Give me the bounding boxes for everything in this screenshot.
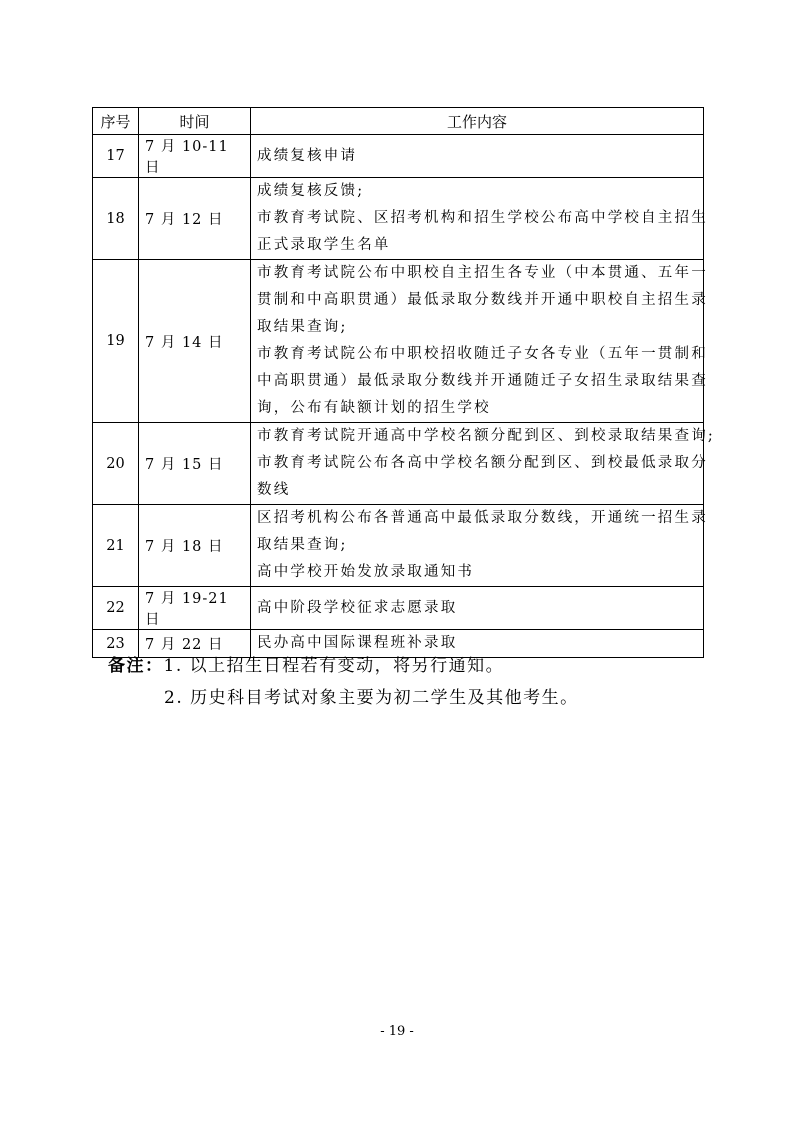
content-line: 数线	[257, 482, 291, 498]
content-line: 正式录取学生名单	[257, 237, 391, 253]
schedule-table	[92, 107, 715, 658]
note-text: 2. 历史科目考试对象主要为初二学生及其他考生。	[164, 688, 579, 708]
content-line: 市教育考试院公布各高中学校名额分配到区、到校最低录取分	[257, 455, 708, 471]
row-no: 23	[93, 630, 139, 658]
note-item-2	[108, 682, 579, 714]
content-line: 贯制和中高职贯通）最低录取分数线并开通中职校自主招生录	[257, 292, 708, 308]
page-number: - 19 -	[380, 1024, 414, 1039]
table-row	[93, 178, 704, 260]
row-content	[251, 505, 708, 587]
row-no: 22	[93, 587, 139, 630]
row-no: 21	[93, 505, 139, 587]
content-line: 成绩复核反馈;	[257, 183, 365, 199]
header-time: 时间	[139, 108, 251, 135]
content-line: 市教育考试院开通高中学校名额分配到区、到校录取结果查询;	[257, 428, 715, 444]
content-line: 市教育考试院公布中职校自主招生各专业（中本贯通、五年一	[257, 265, 708, 281]
table-row	[93, 505, 704, 587]
row-content	[251, 587, 704, 630]
row-time: 7 月 18 日	[139, 505, 251, 587]
row-content	[251, 135, 704, 178]
table-row	[93, 587, 704, 630]
content-line: 区招考机构公布各普通高中最低录取分数线，开通统一招生录	[257, 510, 708, 526]
content-line: 取结果查询;	[257, 537, 348, 553]
table-header-row	[93, 108, 704, 135]
note-item-1	[108, 650, 579, 682]
content-line: 高中阶段学校征求志愿录取	[257, 599, 458, 616]
content-line: 市教育考试院公布中职校招收随迁子女各专业（五年一贯制和	[257, 346, 708, 362]
row-no: 18	[93, 178, 139, 260]
row-time: 7 月 14 日	[139, 260, 251, 423]
content-line: 成绩复核申请	[257, 147, 358, 164]
table-row	[93, 135, 704, 178]
table-row	[93, 260, 704, 423]
row-no: 20	[93, 423, 139, 505]
row-time: 7 月 22 日	[139, 630, 251, 658]
header-no: 序号	[93, 108, 139, 135]
row-no: 19	[93, 260, 139, 423]
content-line: 取结果查询;	[257, 319, 348, 335]
content-line: 询，公布有缺额计划的招生学校	[257, 400, 491, 416]
row-content	[251, 423, 715, 505]
notes-section	[108, 650, 579, 714]
table-row	[93, 423, 704, 505]
content-line: 市教育考试院、区招考机构和招生学校公布高中学校自主招生	[257, 210, 708, 226]
note-text: 1. 以上招生日程若有变动，将另行通知。	[163, 656, 505, 676]
row-no: 17	[93, 135, 139, 178]
header-content: 工作内容	[251, 108, 704, 135]
row-time: 7 月 10-11 日	[139, 135, 251, 178]
row-time: 7 月 12 日	[139, 178, 251, 260]
row-content	[251, 260, 708, 423]
row-time: 7 月 19-21 日	[139, 587, 251, 630]
content-line: 民办高中国际课程班补录取	[257, 635, 458, 651]
row-content	[251, 178, 708, 260]
row-time: 7 月 15 日	[139, 423, 251, 505]
content-line: 高中学校开始发放录取通知书	[257, 564, 475, 580]
content-line: 中高职贯通）最低录取分数线并开通随迁子女招生录取结果查	[257, 373, 708, 389]
notes-label: 备注：	[108, 656, 164, 676]
